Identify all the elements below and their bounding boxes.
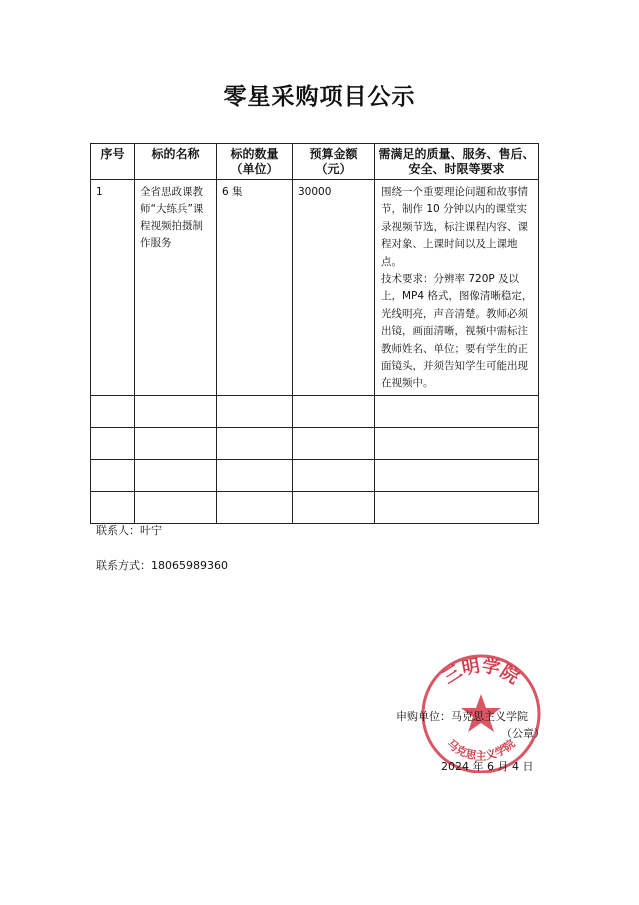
header-name: 标的名称 <box>135 144 217 180</box>
date: 2024 年 6 月 4 日 <box>441 760 534 773</box>
row-name: 全省思政课教师“大练兵”课程视频拍摄制作服务 <box>135 180 217 396</box>
table-row-empty <box>91 395 539 427</box>
page-title: 零星采购项目公示 <box>223 84 416 110</box>
contact-method: 联系方式：18065989360 <box>96 559 228 572</box>
header-requirements: 需满足的质量、服务、售后、 安全、时限等要求 <box>375 144 539 180</box>
table-row <box>91 180 539 396</box>
procurement-table <box>90 143 539 524</box>
header-index: 序号 <box>91 144 135 180</box>
seal-note: （公章） <box>501 727 545 740</box>
requirements-content: 围绕一个重要理论问题和故事情节，制作 10 分钟以内的课堂实录视频节选，标注课程内容、课程对象、上课时间以及上课地点。 <box>381 186 528 268</box>
row-index: 1 <box>91 180 135 396</box>
contact-person: 联系人：叶宁 <box>96 524 162 537</box>
requirements-technical: 技术要求：分辨率 720P 及以上，MP4 格式，图像清晰稳定，光线明亮，声音清楚。教师必须出镜，画面清晰，视频中需标注教师姓名、单位；要有学生的正面镜头，并须告知学生可能出现在视频中。 <box>381 273 533 390</box>
header-budget: 预算金额 （元） <box>293 144 375 180</box>
table-row-empty <box>91 491 539 523</box>
table-row-empty <box>91 427 539 459</box>
applicant-unit: 申购单位：马克思主义学院 <box>396 710 528 723</box>
row-requirements <box>375 180 539 396</box>
row-quantity: 6 集 <box>217 180 293 396</box>
table-header-row <box>91 144 539 180</box>
seal-top-text: 三明学院 <box>439 655 523 689</box>
table-row-empty <box>91 459 539 491</box>
row-budget: 30000 <box>293 180 375 396</box>
header-quantity: 标的数量 （单位） <box>217 144 293 180</box>
seal-bottom-text: 马克思主义学院 <box>444 737 518 763</box>
